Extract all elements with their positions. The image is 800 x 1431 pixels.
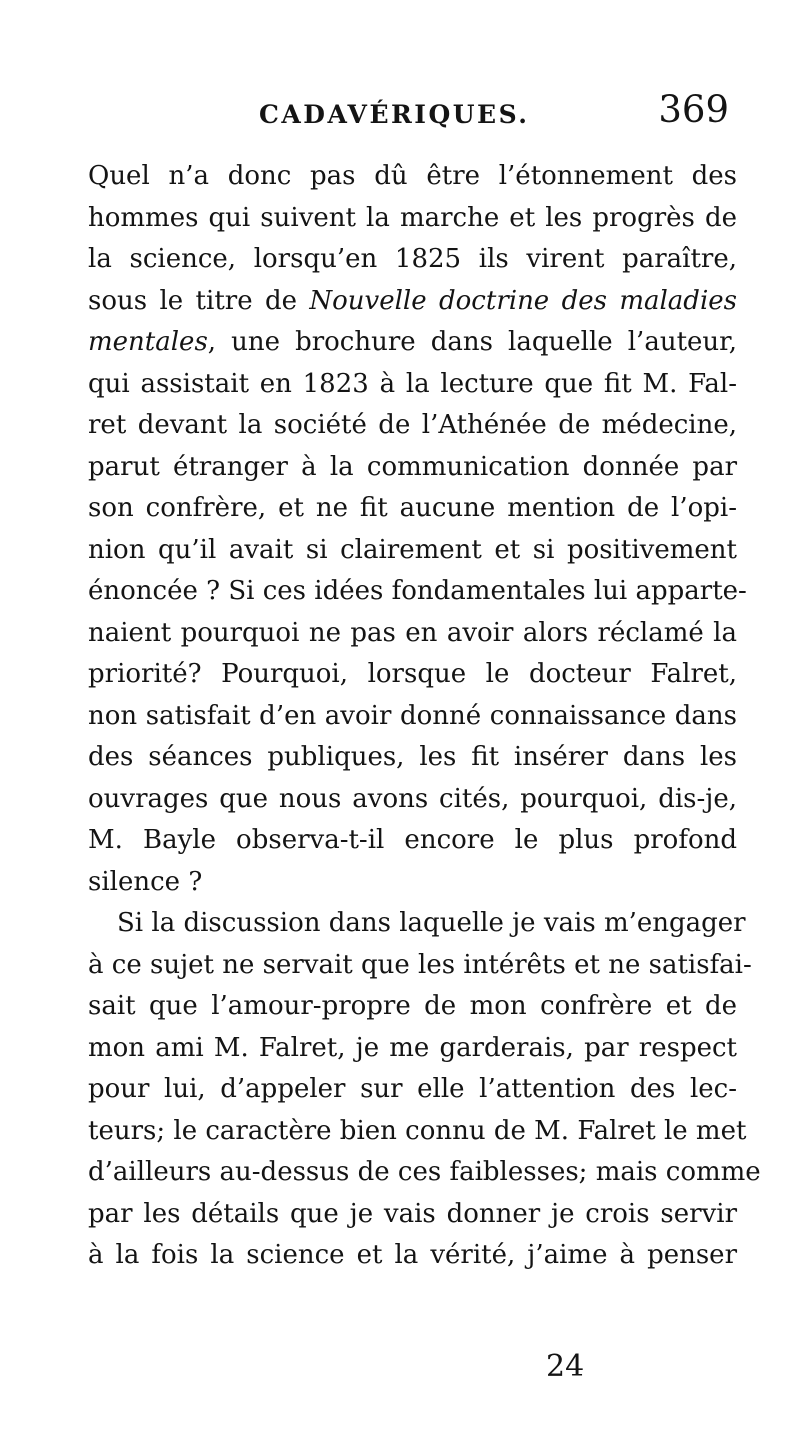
text-line: teurs; le caractère bien connu de M. Falret le met [88, 1115, 747, 1146]
text-line [88, 322, 737, 364]
text-segment: , une brochure dans laquelle l’auteur, [207, 327, 737, 357]
text-line: parut étranger à la communication donnée par [88, 451, 737, 482]
text-line: hommes qui suivent la marche et les progrès de [88, 202, 737, 233]
text-line: silence ? [88, 866, 203, 897]
text-line: par les détails que je vais donner je crois servir [88, 1198, 737, 1229]
text-line: à la fois la science et la vérité, j’aime à penser [88, 1240, 737, 1270]
book-title-italic: Nouvelle doctrine des maladies [309, 285, 737, 316]
text-line: ouvrages que nous avons cités, pourquoi, dis-je, [88, 783, 737, 814]
text-line: des séances publiques, les fit insérer dans les [88, 742, 737, 772]
text-line: la science, lorsqu’en 1825 ils virent paraître, [88, 244, 737, 274]
text-line: naient pourquoi ne pas en avoir alors réclamé la [88, 617, 737, 648]
running-title: CADAVÉRIQUES. [259, 100, 530, 129]
text-line: à ce sujet ne servait que les intérêts et ne satisfai- [88, 949, 752, 980]
text-line: non satisfait d’en avoir donné connaissance dans [88, 700, 737, 731]
page-number: 369 [658, 88, 729, 131]
signature-mark: 24 [546, 1349, 585, 1384]
text-line: d’ailleurs au-dessus de ces faiblesses; mais comme [88, 1157, 761, 1187]
body-text [88, 156, 761, 1277]
running-header [259, 88, 729, 134]
text-line: nion qu’il avait si clairement et si positivement [88, 534, 737, 565]
text-line: pour lui, d’appeler sur elle l’attention des lec- [88, 1074, 737, 1104]
book-title-italic: mentales [88, 327, 208, 357]
text-line: Quel n’a donc pas dû être l’étonnement des [88, 161, 737, 191]
text-segment: sous le titre de [88, 285, 310, 316]
text-line: sait que l’amour-propre de mon confrère et de [88, 991, 737, 1021]
text-line: qui assistait en 1823 à la lecture que fit M. Fal- [88, 368, 737, 399]
text-line [88, 281, 737, 323]
text-line: mon ami M. Falret, je me garderais, par respect [88, 1032, 737, 1063]
text-line: son confrère, et ne fit aucune mention de l’opi- [88, 493, 737, 523]
text-line: ret devant la société de l’Athénée de médecine, [88, 410, 737, 440]
text-line: M. Bayle observa-t-il encore le plus profond [88, 825, 737, 855]
text-line: Si la discussion dans laquelle je vais m’engager [117, 908, 746, 938]
text-line: priorité? Pourquoi, lorsque le docteur Falret, [88, 659, 737, 689]
text-line: énoncée ? Si ces idées fondamentales lui apparte- [88, 576, 747, 606]
